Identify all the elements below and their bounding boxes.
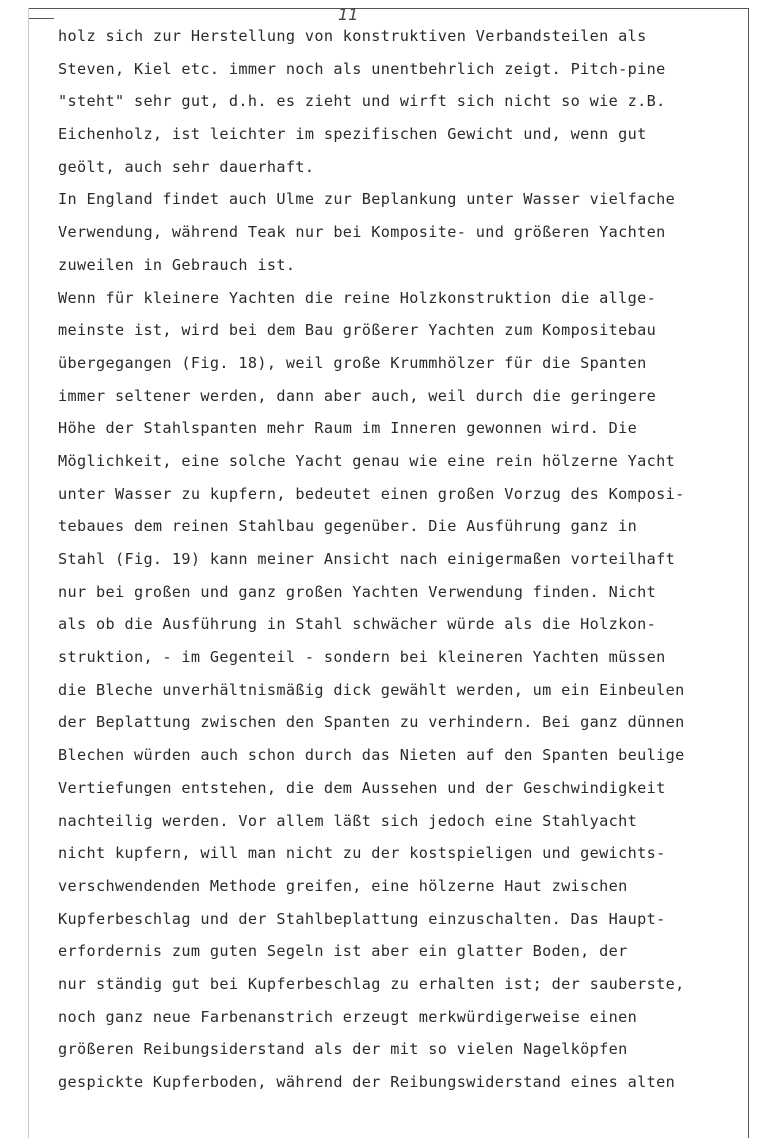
text-line: erfordernis zum guten Segeln ist aber ein glatter Boden, der (58, 942, 628, 961)
text-line: Wenn für kleinere Yachten die reine Holzkonstruktion die allge- (58, 288, 657, 307)
text-line: nur ständig gut bei Kupferbeschlag zu erhalten ist; der sauberste, (58, 974, 685, 993)
text-line: geölt, auch sehr dauerhaft. (58, 157, 315, 176)
text-line: größeren Reibungsiderstand als der mit so vielen Nagelköpfen (58, 1040, 628, 1059)
text-line: noch ganz neue Farbenanstrich erzeugt merkwürdigerweise einen (58, 1007, 638, 1026)
text-line: zuweilen in Gebrauch ist. (58, 255, 296, 274)
page-border-left (28, 8, 29, 1138)
text-line: Möglichkeit, eine solche Yacht genau wie eine rein hölzerne Yacht (58, 451, 676, 470)
text-line: Höhe der Stahlspanten mehr Raum im Inneren gewonnen wird. Die (58, 419, 638, 438)
text-line: die Bleche unverhältnismäßig dick gewählt werden, um ein Einbeulen (58, 680, 685, 699)
text-line: In England findet auch Ulme zur Beplankung unter Wasser vielfache (58, 190, 676, 209)
text-line: immer seltener werden, dann aber auch, weil durch die geringere (58, 386, 657, 405)
text-line: "steht" sehr gut, d.h. es zieht und wirft sich nicht so wie z.B. (58, 92, 666, 111)
text-line: Blechen würden auch schon durch das Nieten auf den Spanten beulige (58, 746, 685, 765)
page-border-right (748, 8, 749, 1138)
text-line: verschwendenden Methode greifen, eine hölzerne Haut zwischen (58, 876, 628, 895)
text-line: tebaues dem reinen Stahlbau gegenüber. Die Ausführung ganz in (58, 517, 638, 536)
text-line: nicht kupfern, will man nicht zu der kostspieligen und gewichts- (58, 844, 666, 863)
text-line: holz sich zur Herstellung von konstruktiven Verbandsteilen als (58, 27, 647, 45)
text-line: gespickte Kupferboden, während der Reibungswiderstand eines alten (58, 1073, 676, 1091)
text-line: meinste ist, wird bei dem Bau größerer Yachten zum Kompositebau (58, 321, 657, 340)
page-border-notch (28, 18, 54, 19)
typewritten-text-body (58, 20, 738, 1099)
text-line: Vertiefungen entstehen, die dem Aussehen und der Geschwindigkeit (58, 778, 666, 797)
text-line: nur bei großen und ganz großen Yachten Verwendung finden. Nicht (58, 582, 657, 601)
text-line: Stahl (Fig. 19) kann meiner Ansicht nach einigermaßen vorteilhaft (58, 550, 676, 568)
text-line: der Beplattung zwischen den Spanten zu verhindern. Bei ganz dünnen (58, 713, 685, 732)
text-line: struktion, - im Gegenteil - sondern bei kleineren Yachten müssen (58, 648, 666, 667)
text-line: Kupferbeschlag und der Stahlbeplattung einzuschalten. Das Haupt- (58, 909, 666, 928)
text-line: nachteilig werden. Vor allem läßt sich jedoch eine Stahlyacht (58, 811, 638, 830)
text-line: Steven, Kiel etc. immer noch als unentbehrlich zeigt. Pitch-pine (58, 59, 666, 78)
text-line: unter Wasser zu kupfern, bedeutet einen großen Vorzug des Komposi- (58, 484, 685, 503)
page-border-top (28, 8, 748, 9)
text-line: Eichenholz, ist leichter im spezifischen Gewicht und, wenn gut (58, 125, 647, 144)
text-line: Verwendung, während Teak nur bei Komposite- und größeren Yachten (58, 223, 666, 242)
text-line: übergegangen (Fig. 18), weil große Krummhölzer für die Spanten (58, 353, 647, 372)
page-number: 11 (338, 5, 359, 24)
text-line: als ob die Ausführung in Stahl schwächer würde als die Holzkon- (58, 615, 657, 634)
